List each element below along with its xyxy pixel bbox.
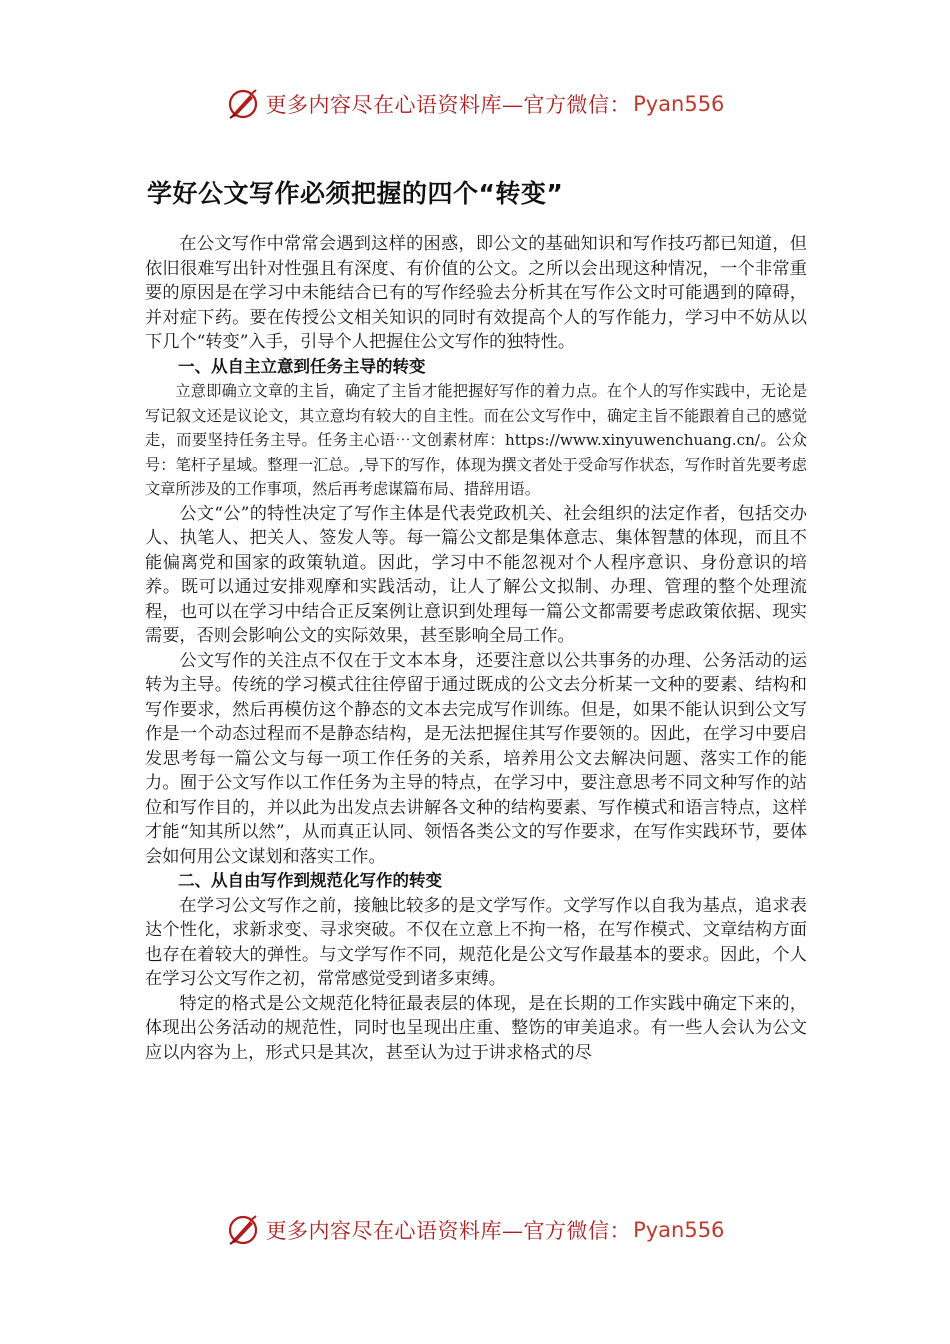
section-2-paragraph-1: 在学习公文写作之前，接触比较多的是文学写作。文学写作以自我为基点，追求表达个性化，求新求变、寻求突破。不仅在立意上不拘一格，在写作模式、文章结构方面也存在着较大的弹性。与文学写作不同，规范化是公文写作最基本的要求。因此，个人在学习公文写作之初，常常感觉受到诸多束缚。 — [145, 895, 807, 989]
section-1-heading: 一、从自主立意到任务主导的转变 — [178, 356, 426, 376]
wechat-id: Pyan556 — [633, 92, 725, 116]
banner-text: 更多内容尽在心语资料库—官方微信： — [265, 93, 632, 117]
footer-banner — [0, 1208, 950, 1252]
section-1-paragraph-2: 公文“公”的特性决定了写作主体是代表党政机关、社会组织的法定作者，包括交办人、执笔人、把关人、签发人等。每一篇公文都是集体意志、集体智慧的体现，而且不能偏离党和国家的政策轨道。因此，学习中不能忽视对个人程序意识、身份意识的培养。既可以通过安排观摩和实践活动，让人了解公文拟制、办理、管理的整个处理流程，也可以在学习中结合正反案例让意识到处理每一篇公文都需要考虑政策依据、现实需要，否则会影响公文的实际效果，甚至影响全局工作。 — [145, 503, 807, 646]
section-1-paragraph-1: 立意即确立文章的主旨，确定了主旨才能把握好写作的着力点。在个人的写作实践中，无论是写记叙文还是议论文，其立意均有较大的自主性。而在公文写作中，确定主旨不能跟着自己的感觉走，而要坚持任务主导。任务主心语⋯文创素材库：https://www.xinyuwenchuang.cn/。公众号：笔杆子星域。整理一汇总。,导下的写作，体现为撰文者处于受命写作状态，写作时首先要考虑文章所涉及的工作事项，然后再考虑谋篇布局、措辞用语。 — [145, 382, 807, 498]
banner-text: 更多内容尽在心语资料库—官方微信： — [265, 1219, 632, 1243]
document-body — [145, 232, 807, 1065]
quill-pen-logo-icon — [226, 87, 260, 121]
header-banner — [0, 82, 950, 126]
section-1-paragraph-3: 公文写作的关注点不仅在于文本本身，还要注意以公共事务的办理、公务活动的运转为主导。传统的学习模式往往停留于通过既成的公文去分析某一文种的要素、结构和写作要求，然后再模仿这个静态的文本去完成写作训练。但是，如果不能认识到公文写作是一个动态过程而不是静态结构，是无法把握住其写作要领的。因此，在学习中要启发思考每一篇公文与每一项工作任务的关系，培养用公文去解决问题、落实工作的能力。囿于公文写作以工作任务为主导的特点，在学习中，要注意思考不同文种写作的站位和写作目的，并以此为出发点去讲解各文种的结构要素、写作模式和语言特点，这样才能“知其所以然”，从而真正认同、领悟各类公文的写作要求，在写作实践环节，要体会如何用公文谋划和落实工作。 — [145, 650, 807, 867]
section-2-heading: 二、从自由写作到规范化写作的转变 — [178, 871, 442, 890]
quill-pen-logo-icon — [226, 1213, 260, 1247]
intro-paragraph: 在公文写作中常常会遇到这样的困惑，即公文的基础知识和写作技巧都已知道，但依旧很难写出针对性强且有深度、有价值的公文。之所以会出现这种情况，一个非常重要的原因是在学习中未能结合已有的写作经验去分析其在写作公文时可能遇到的障碍，并对症下药。要在传授公文相关知识的同时有效提高个人的写作能力，学习中不妨从以下几个“转变”入手，引导个人把握住公文写作的独特性。 — [145, 234, 807, 352]
document-title: 学好公文写作必须把握的四个“转变” — [147, 179, 564, 208]
section-2-paragraph-2: 特定的格式是公文规范化特征最表层的体现，是在长期的工作实践中确定下来的，体现出公务活动的规范性，同时也呈现出庄重、整饬的审美追求。有一些人会认为公文应以内容为上，形式只是其次，甚至认为过于讲求格式的尽 — [145, 993, 807, 1063]
wechat-id: Pyan556 — [633, 1218, 725, 1242]
